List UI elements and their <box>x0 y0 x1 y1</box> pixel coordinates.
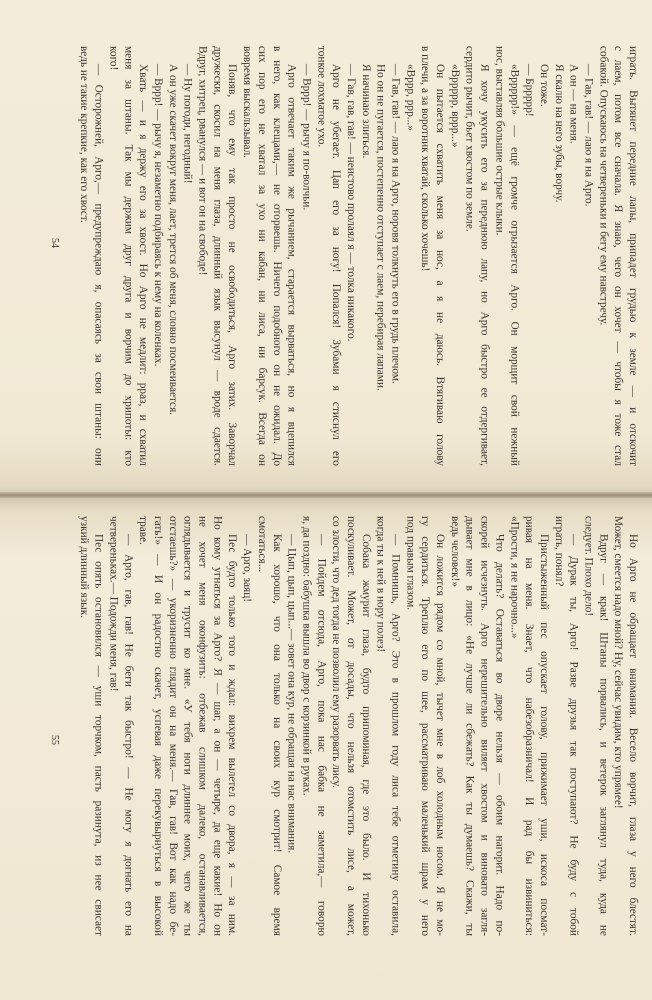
text-line: траве. <box>137 516 150 545</box>
text-line: — Арго, гав, гав! Не беги так быстро! — Не могу я догнать его на <box>122 534 135 936</box>
paragraph <box>328 516 373 936</box>
paragraph <box>581 516 611 936</box>
page-54-body-text <box>74 46 640 466</box>
text-line: нос, выставляя большие острые клыки. <box>493 46 506 236</box>
paragraph <box>254 516 284 936</box>
text-line: гу сердиться. Треплю его по шее, рассматриваю маленький шрам у него <box>419 516 432 936</box>
text-line: ведь не такие крепкие, как его хвост. <box>77 46 90 223</box>
paragraph <box>462 46 492 466</box>
paragraph <box>106 46 151 466</box>
text-line: Пес будто только того и ждал: вихрем вылетел со двора, я — за ним. <box>226 534 239 936</box>
paragraph <box>551 516 581 936</box>
paragraph <box>388 46 403 466</box>
paragraph <box>343 46 358 466</box>
page-number: 54 <box>49 238 60 248</box>
text-line: Хвать — и я держу его за хвост. Но Арго не медлит: рраз, и схватил <box>137 64 150 466</box>
text-line: в него, как клещами,— не оторвешь. Ничего подобного он не ожидал. До <box>270 46 283 466</box>
paragraph <box>76 46 106 466</box>
text-line: в плечи, а за воротник хватай, сколько хочешь! <box>419 46 432 272</box>
text-line: с лаем, потом все сначала. Я знаю, чего он хочет — чтобы я тоже стал <box>612 46 625 466</box>
text-line: Арго отвечает таким же рычанием, старается вырваться, но я вцепился <box>285 64 298 466</box>
paragraph <box>521 46 536 466</box>
text-line: Я хочу укусить его за переднюю лапу, но Арго быстро ее отдергивает, <box>478 64 491 466</box>
text-line: узкий длинный язык. <box>77 516 90 619</box>
text-line: следует. Плохо дело! <box>582 516 595 617</box>
text-line: А он — на меня. <box>567 64 580 144</box>
book-gutter <box>0 492 652 498</box>
text-line: — Цып, цып, цып...— зовет она кур, не обращая на нас внимания. <box>285 534 298 854</box>
paragraph <box>373 516 403 936</box>
text-line: когда ты к ней в нору полез! <box>374 516 387 653</box>
text-line: не хочет меня оконфузить: отбежав слишком далеко, останавливается, <box>196 516 209 936</box>
text-line: Но кому угнаться за Арго? Я — шаг, а он — четыре, да еще какие! Но он <box>211 516 224 936</box>
text-line: Я скалю на него зубы, ворчу. <box>552 64 565 203</box>
text-line: Что делать? Оставаться во дворе нельзя — обоим нагорит. Надо по- <box>493 534 506 936</box>
text-line: тонкое лохматое ухо. <box>315 46 328 148</box>
text-line: Поняв, что ему так просто не освободиться, Арго затих. Заворчал <box>226 64 239 466</box>
text-line: — Помнишь, Арго? Это в прошлом году лиса тебе отметину оставила, <box>389 534 402 936</box>
paragraph <box>313 46 343 466</box>
text-line: Пес опять остановился — уши торчком, пасть разинута, из нее свисает <box>92 534 105 936</box>
text-line: собакой. Опускаюсь на четвереньки и бегу ему навстречу. <box>597 46 610 326</box>
paragraph <box>447 46 462 466</box>
paragraph <box>239 46 298 466</box>
text-line: Вдруг — крак! Штаны порвались, и ветерок заглянул туда, куда не <box>597 534 610 936</box>
page-number: 55 <box>49 735 60 745</box>
text-line: — Осторожней, Арго,— предупреждаю я, опасаясь за свои штаны: они <box>92 64 105 466</box>
text-line: сердито рычит, бьет хвостом по земле. <box>463 46 476 232</box>
text-line: «Вррррр!» — ещё громче огрызается Арго. Он морщит свой нежный <box>508 64 521 466</box>
text-line: играть. Вытянет передние лапы, припадет грудью к земле — и отскочит <box>627 46 639 466</box>
text-line: поскуливает. Может, от досады, что нельзя отомстить лисе, а может, <box>344 516 357 936</box>
paragraph <box>135 516 239 936</box>
text-line: Арго не убегает. Цап его за ногу! Попался! Зубами я стиснул его <box>330 64 343 466</box>
text-line: Он ложится рядом со мной, тычет мне в лоб холодным носом. Я не мо- <box>434 534 447 936</box>
text-line: ривая на меня. Знает, что набезобразничал! И рад бы извиниться: <box>523 516 536 936</box>
paragraph <box>165 46 180 466</box>
paragraph <box>76 516 106 936</box>
text-line: четвереньках.— Подожди меня, гав! <box>107 516 120 692</box>
paragraph <box>403 516 448 936</box>
text-line: Может, смеется надо мной? Ну, сейчас увидим, кто упрямее! <box>612 516 625 809</box>
text-line: — Арго, заяц! <box>241 534 254 603</box>
paragraph <box>492 46 522 466</box>
text-line: ведь человек!» <box>448 516 461 588</box>
text-line: скорей исчезнуть. Арго нерешительно виляет хвостом и виновато загля- <box>478 516 491 936</box>
text-line: гать!» — И он радостно скачет, успевая даже перекувырнуться в высокой <box>152 516 164 936</box>
text-line: оглядывается и трусит ко мне. «У тебя ноги длиннее моих, чего же ты <box>181 516 194 936</box>
page-55-body-text <box>74 516 640 936</box>
paragraph <box>373 46 388 466</box>
paragraph <box>239 516 254 936</box>
text-line: — Бррррр! <box>523 64 536 117</box>
text-line: — Гав, гав, гав! — неистово пролаял я — толка никакого. <box>344 64 357 342</box>
paragraph <box>610 516 640 936</box>
text-line: Но он не пугается, постепенно отступает с лаем, перебирая лапами. <box>374 64 387 391</box>
text-line: Он пытается схватить меня за нос, а я не даюсь. Втягиваю голову <box>434 64 447 466</box>
text-line: Он тоже. <box>537 64 550 107</box>
paragraph <box>536 46 551 466</box>
text-line: Пристыженный пес опускает голову, прижимает уши, искоса посмат- <box>537 534 550 936</box>
text-line: со злости, что дед тогда не позволил ему разорвать лису. <box>330 516 343 789</box>
paragraph <box>299 46 314 466</box>
text-line: А он уже скачет вокруг меня, лает, трется об меня, словно посмеивается. <box>166 64 179 416</box>
text-line: я, да поздно: бабушка вышла во двор с корзинкой в руках. <box>300 516 313 796</box>
text-line: — Вррр! — рычу я по-волчьи. <box>300 64 313 211</box>
text-line: сих пор его не хватал за ухо ни кабан, ни лиса, ни барсук. Всегда он <box>255 46 268 466</box>
text-line: Собака жмурит глаза, будто припоминая, где это было. И тихонько <box>359 534 372 936</box>
text-line: «Вррррр, вррр...» <box>448 64 461 148</box>
paragraph <box>358 46 373 466</box>
paragraph <box>284 516 299 936</box>
text-line: Как хорошо, что она только на своих кур смотрит! Самое время <box>270 534 283 936</box>
text-line: Вдруг, хитрец, рванулся — и вот он на свободе! <box>196 46 209 276</box>
paragraph <box>566 46 581 466</box>
text-line: «Прости, я не нарочно...» <box>508 516 521 639</box>
text-line: играть, понял? <box>552 516 565 587</box>
text-line: — Гав, гав! — лаю я на Арго, норовя толкнуть его в грудь плечом. <box>389 64 402 384</box>
text-line: — Пойдем отсюда, Арго, пока нас бабка не заметила,— говорю <box>315 534 328 936</box>
paragraph <box>595 46 640 466</box>
text-line: — Гав, гав! — лаю я на Арго. <box>582 64 595 207</box>
text-line: «Вррр, ррр...» <box>404 64 417 131</box>
text-line: меня за штаны. Так мы держим друг друга и ворчим до хрипоты: кто <box>122 46 135 466</box>
text-line: под правым глазом. <box>404 516 417 611</box>
text-line: Но Арго не обращает внимания. Весело ворчит, глаза у него блестят. <box>627 534 639 936</box>
text-line: дывает мне в лицо: «Не лучше ли сбежать? Как ты думаешь? Скажи, ты <box>463 516 476 936</box>
text-line: кого! <box>107 46 120 71</box>
paragraph <box>417 46 447 466</box>
text-line: — Вррр! — рычу я, незаметно подбираясь к нему на коленках. <box>152 64 164 367</box>
text-line: — Ну погоди, негодный! <box>181 64 194 184</box>
paragraph <box>403 46 418 466</box>
text-line: вовремя выскальзывал. <box>241 46 254 159</box>
paragraph <box>551 46 566 466</box>
paragraph <box>180 46 195 466</box>
paragraph <box>581 46 596 466</box>
paragraph <box>506 516 551 936</box>
paragraph <box>299 516 329 936</box>
paragraph <box>447 516 506 936</box>
text-line: смотаться... <box>255 516 268 573</box>
text-line: отстаешь?» — укоризненно глядит он на меня.— Гав, гав! Вот как надо бе- <box>166 516 179 936</box>
paragraph <box>195 46 240 466</box>
paragraph <box>106 516 136 936</box>
text-line: Я начинаю злиться. <box>359 64 372 159</box>
text-line: дружески, скосил на меня глаза, длинный язык высунул — вроде сдается. <box>211 46 224 466</box>
text-line: — Дурак ты, Арго! Разве друзья так поступают? Не буду с тобой <box>567 534 580 936</box>
paragraph <box>150 46 165 466</box>
